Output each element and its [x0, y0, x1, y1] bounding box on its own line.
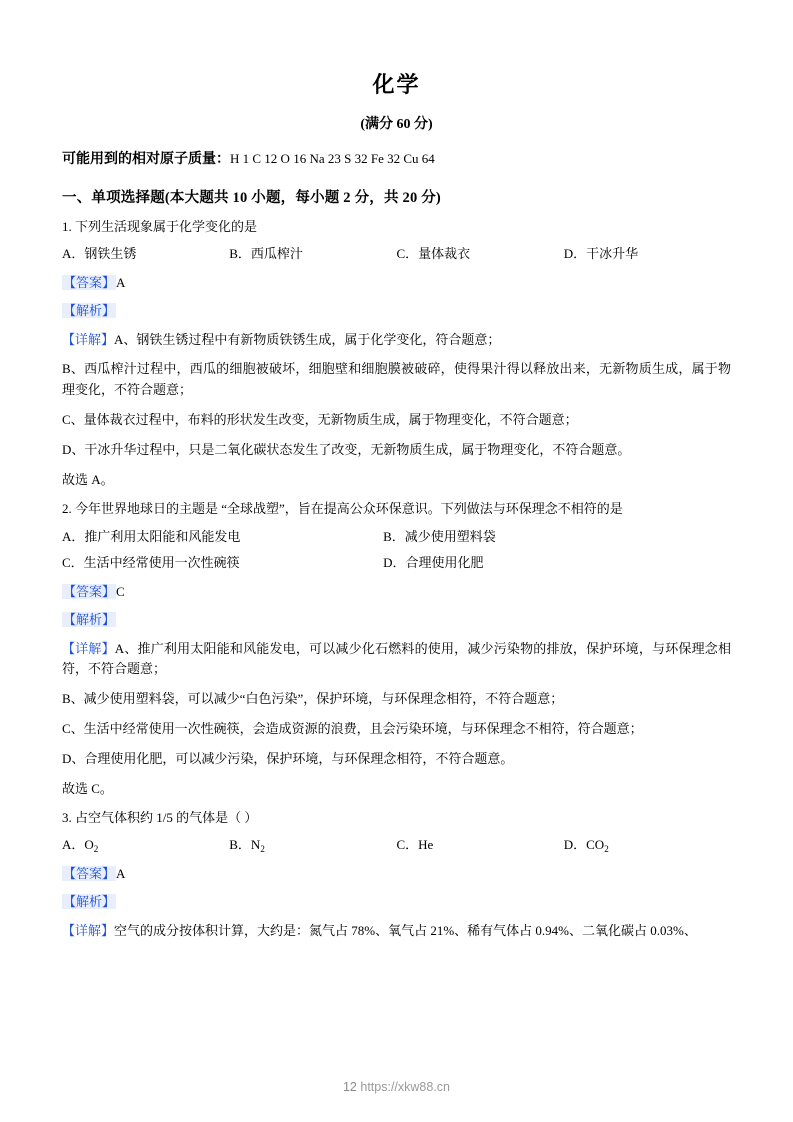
option-b[interactable]: B．减少使用塑料袋 [383, 528, 496, 544]
answer-value: A [116, 865, 126, 881]
detail-text: A、钢铁生锈过程中有新物质铁锈生成，属于化学变化，符合题意； [114, 331, 501, 347]
analysis-label: 【解析】 [63, 612, 116, 628]
detail-label: 【详解】 [62, 922, 115, 938]
question-stem: 3. 占空气体积约 1/5 的气体是（ ） [62, 810, 258, 826]
detail-paragraph: D、干冰升华过程中，只是二氧化碳状态发生了改变，无新物质生成，属于物理变化，不符合题意。 [62, 441, 631, 457]
detail-paragraph [62, 330, 731, 351]
analysis-label: 【解析】 [63, 894, 116, 910]
question-options [62, 835, 731, 855]
question-options [62, 244, 731, 264]
option-d[interactable]: D．合理使用化肥 [383, 555, 484, 571]
atomic-mass-values: H 1 C 12 O 16 Na 23 S 32 Fe 32 Cu 64 [230, 151, 435, 166]
analysis-line [62, 610, 731, 630]
score-subtitle: (满分 60 分) [360, 117, 433, 132]
detail-paragraph [62, 921, 731, 942]
detail-paragraph: B、西瓜榨汁过程中，西瓜的细胞被破坏，细胞壁和细胞膜被破碎，使得果汁得以释放出来，无新物质生成，属于物理变化，不符合题意； [62, 361, 731, 398]
footer-url: https://xkw88.cn [360, 1080, 450, 1094]
analysis-line [62, 892, 731, 912]
analysis-label: 【解析】 [63, 303, 116, 319]
page-title: 化学 [372, 72, 421, 97]
detail-text: 空气的成分按体积计算，大约是：氮气占 78%、氧气占 21%、稀有气体占 0.94%、二氧化碳占 0.03%、 [114, 922, 697, 938]
option-c[interactable]: C．He [396, 837, 434, 853]
page-number: 12 [342, 1080, 357, 1094]
option-d[interactable]: D．$CO_2$ [563, 837, 609, 855]
option-a[interactable]: A．钢铁生锈 [62, 246, 137, 262]
page-footer [0, 1080, 793, 1094]
answer-line [62, 273, 731, 293]
section-heading: 一、单项选择题(本大题共 10 小题，每小题 2 分，共 20 分) [62, 190, 441, 206]
question-stem: 2. 今年世界地球日的主题是 “全球战塑”，旨在提高公众环保意识。下列做法与环保理念不相符的是 [62, 501, 623, 517]
option-b[interactable]: B．西瓜榨汁 [229, 246, 303, 262]
question-options [62, 527, 731, 547]
detail-paragraph: B、减少使用塑料袋，可以减少“白色污染”，保护环境，与环保理念相符，不符合题意； [62, 691, 564, 707]
atomic-mass-label: 可能用到的相对原子质量： [62, 152, 230, 167]
option-b[interactable]: B．$N_2$ [229, 837, 265, 855]
answer-label: 【答案】 [63, 583, 116, 599]
answer-line [62, 864, 731, 884]
answer-label: 【答案】 [63, 865, 116, 881]
option-c[interactable]: C．生活中经常使用一次性碗筷 [62, 555, 240, 571]
atomic-mass-line [62, 149, 731, 170]
detail-conclusion: 故选 C。 [62, 780, 113, 796]
detail-conclusion: 故选 A。 [62, 471, 114, 487]
detail-text: A、推广利用太阳能和风能发电，可以减少化石燃料的使用，减少污染物的排放，保护环境，与环保理念相符，不符合题意； [62, 640, 731, 677]
option-a[interactable]: A．推广利用太阳能和风能发电 [62, 528, 241, 544]
answer-value: A [116, 274, 126, 290]
detail-paragraph [62, 639, 731, 681]
answer-value: C [116, 583, 125, 599]
option-c[interactable]: C．量体裁衣 [396, 246, 471, 262]
answer-label: 【答案】 [63, 274, 116, 290]
analysis-line [62, 301, 731, 321]
detail-paragraph: D、合理使用化肥，可以减少污染，保护环境，与环保理念相符，不符合题意。 [62, 750, 514, 766]
detail-paragraph: C、量体裁衣过程中，布料的形状发生改变，无新物质生成，属于物理变化，不符合题意； [62, 412, 578, 428]
option-d[interactable]: D．干冰升华 [563, 246, 639, 262]
question-options [62, 553, 731, 573]
question-stem: 1. 下列生活现象属于化学变化的是 [62, 219, 258, 234]
detail-label: 【详解】 [62, 331, 115, 347]
detail-paragraph: C、生活中经常使用一次性碗筷，会造成资源的浪费，且会污染环境，与环保理念不相符，符合题意； [62, 720, 643, 736]
answer-line [62, 582, 731, 602]
detail-label: 【详解】 [62, 640, 115, 656]
option-a[interactable]: A．$O_2$ [62, 837, 99, 855]
